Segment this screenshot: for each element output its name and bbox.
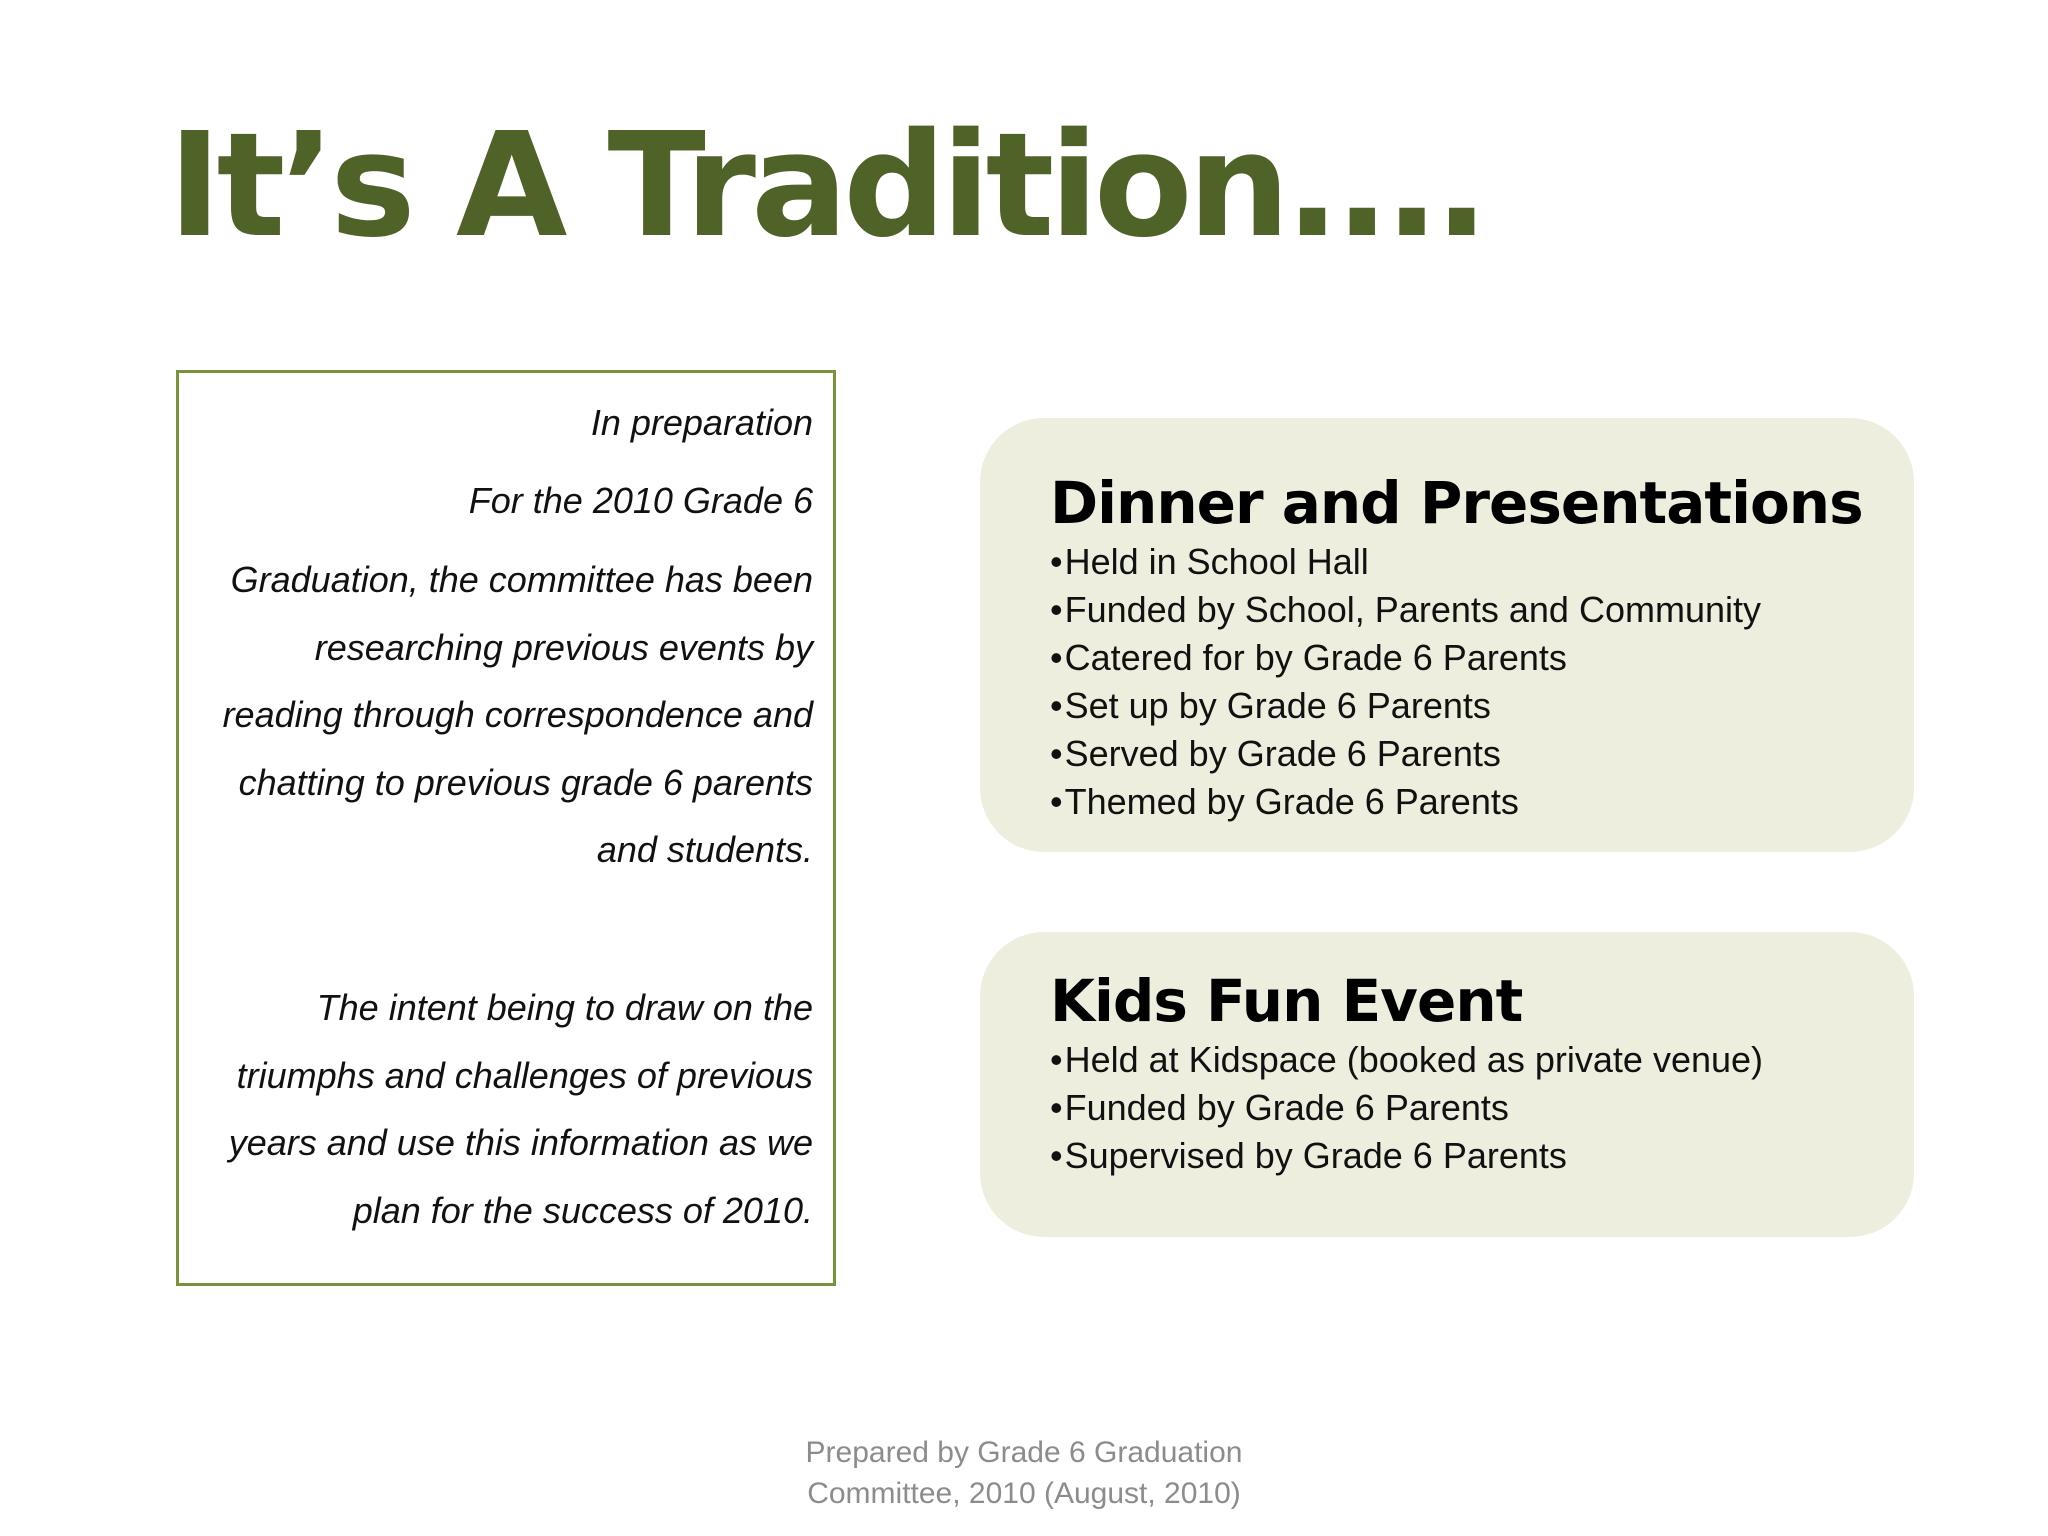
footer-line: Committee, 2010 (August, 2010) (807, 1477, 1241, 1510)
bullet-icon: • (1050, 541, 1063, 582)
list-item-text: Catered for by Grade 6 Parents (1064, 637, 1567, 678)
card-title: Dinner and Presentations (1050, 469, 1863, 537)
list-item (1050, 1132, 1914, 1180)
list-item (1050, 634, 1914, 682)
list-item (1050, 586, 1914, 634)
list-item-text: Supervised by Grade 6 Parents (1064, 1135, 1567, 1176)
bullet-icon: • (1050, 589, 1063, 630)
intro-text-box (176, 370, 836, 1286)
bullet-icon: • (1050, 733, 1063, 774)
bullet-icon: • (1050, 781, 1063, 822)
bullet-icon: • (1050, 637, 1063, 678)
intro-line: years and use this information as we (228, 1122, 813, 1163)
list-item (1050, 1084, 1914, 1132)
list-item-text: Held at Kidspace (booked as private venue) (1064, 1039, 1764, 1080)
intro-line: The intent being to draw on the (316, 987, 813, 1028)
intro-line: chatting to previous grade 6 parents (238, 762, 813, 803)
list-item-text: Funded by School, Parents and Community (1064, 589, 1761, 630)
intro-line: researching previous events by (314, 627, 813, 668)
intro-line: In preparation (590, 402, 813, 443)
list-item (1050, 1036, 1914, 1084)
intro-line: and students. (596, 829, 813, 870)
list-item (1050, 538, 1914, 586)
intro-line: plan for the success of 2010. (352, 1190, 813, 1231)
list-item (1050, 682, 1914, 730)
bullet-icon: • (1050, 685, 1063, 726)
footer-line: Prepared by Grade 6 Graduation (805, 1436, 1243, 1469)
bullet-icon: • (1050, 1135, 1063, 1176)
list-item (1050, 730, 1914, 778)
card-bullet-list (1050, 1036, 1914, 1180)
bullet-icon: • (1050, 1039, 1063, 1080)
intro-line: For the 2010 Grade 6 (468, 480, 813, 521)
footer-credit (0, 1432, 2048, 1514)
list-item-text: Themed by Grade 6 Parents (1064, 781, 1519, 822)
card-title: Kids Fun Event (1050, 967, 1523, 1035)
card-bullet-list (1050, 538, 1914, 826)
list-item-text: Funded by Grade 6 Parents (1064, 1087, 1509, 1128)
list-item-text: Served by Grade 6 Parents (1064, 733, 1501, 774)
intro-line: Graduation, the committee has been (230, 559, 813, 600)
slide-title: It’s A Tradition.... (168, 101, 1485, 269)
intro-line: triumphs and challenges of previous (236, 1055, 813, 1096)
bullet-icon: • (1050, 1087, 1063, 1128)
list-item-text: Set up by Grade 6 Parents (1064, 685, 1491, 726)
list-item-text: Held in School Hall (1064, 541, 1369, 582)
list-item (1050, 778, 1914, 826)
dinner-presentations-card (980, 418, 1914, 852)
intro-line: reading through correspondence and (222, 694, 813, 735)
kids-fun-event-card (980, 932, 1914, 1237)
